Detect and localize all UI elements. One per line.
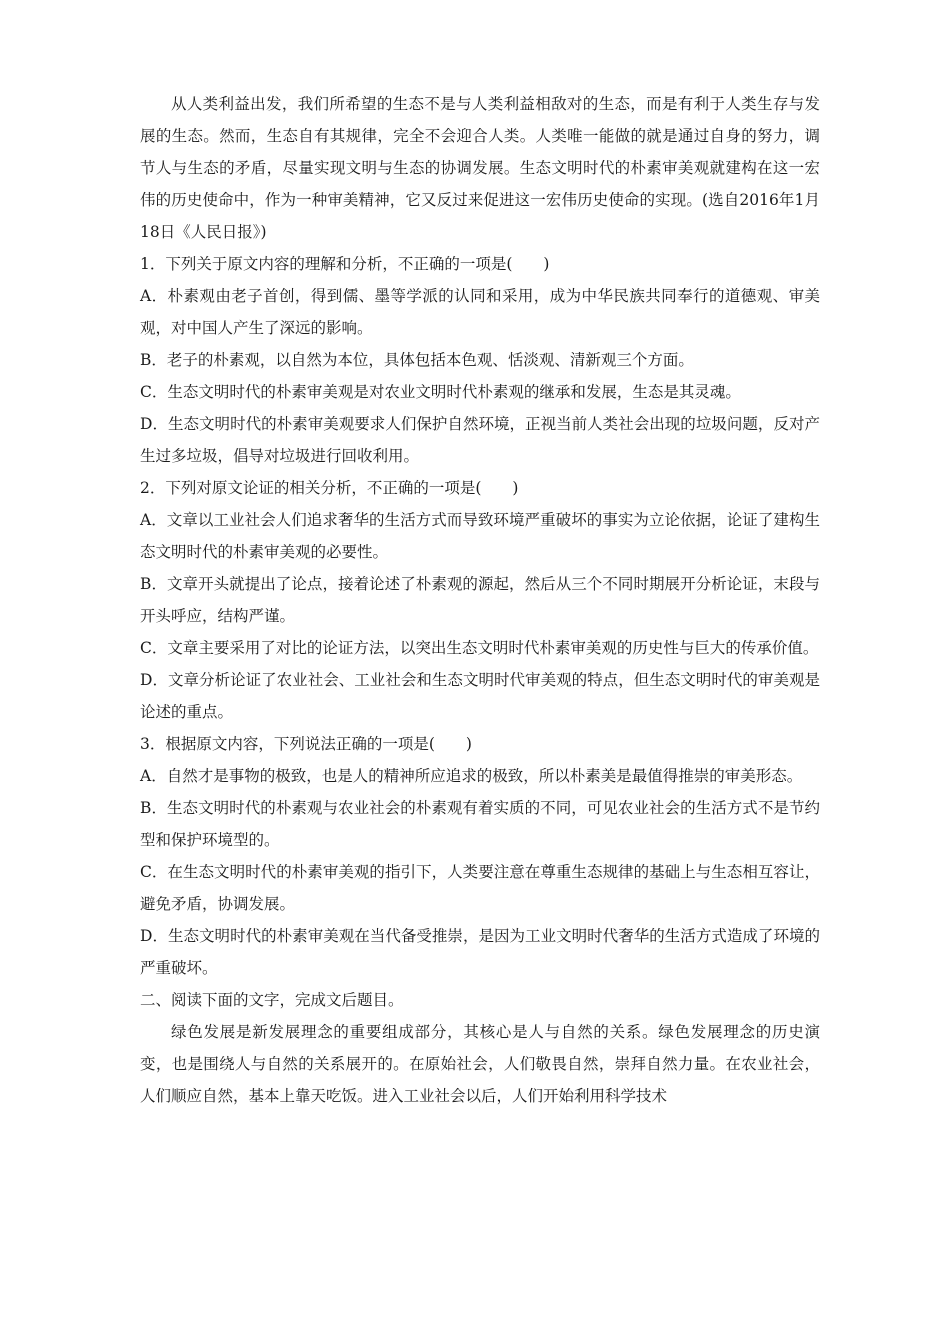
option-b: B．老子的朴素观，以自然为本位，具体包括本色观、恬淡观、清新观三个方面。: [140, 351, 694, 369]
option-d: D．文章分析论证了农业社会、工业社会和生态文明时代审美观的特点，但生态文明时代的审美观是论述的重点。: [140, 671, 820, 721]
document-page: [140, 88, 820, 1112]
option-c: C．在生态文明时代的朴素审美观的指引下，人类要注意在尊重生态规律的基础上与生态相互容让，避免矛盾，协调发展。: [140, 863, 820, 913]
question-stem: 2．下列对原文论证的相关分析，不正确的一项是( ): [140, 479, 519, 497]
question-stem: 3．根据原文内容，下列说法正确的一项是( ): [140, 735, 472, 753]
passage-paragraph: 从人类利益出发，我们所希望的生态不是与人类利益相敌对的生态，而是有利于人类生存与发展的生态。然而，生态自有其规律，完全不会迎合人类。人类唯一能做的就是通过自身的努力，调节人与生态的矛盾，尽量实现文明与生态的协调发展。生态文明时代的朴素审美观就建构在这一宏伟的历史使命中，作为一种审美精神，它又反过来促进这一宏伟历史使命的实现。(选自2016年1月18日《人民日报》): [140, 95, 820, 241]
question-1: [140, 248, 820, 472]
option-a: A．文章以工业社会人们追求奢华的生活方式而导致环境严重破坏的事实为立论依据，论证了建构生态文明时代的朴素审美观的必要性。: [140, 511, 820, 561]
option-b: B．文章开头就提出了论点，接着论述了朴素观的源起，然后从三个不同时期展开分析论证，末段与开头呼应，结构严谨。: [140, 575, 820, 625]
section-paragraph: 绿色发展是新发展理念的重要组成部分，其核心是人与自然的关系。绿色发展理念的历史演变，也是围绕人与自然的关系展开的。在原始社会，人们敬畏自然，崇拜自然力量。在农业社会，人们顺应自然，基本上靠天吃饭。进入工业社会以后，人们开始利用科学技术: [140, 1023, 820, 1105]
section-heading: 二、阅读下面的文字，完成文后题目。: [140, 991, 404, 1009]
option-a: A．朴素观由老子首创，得到儒、墨等学派的认同和采用，成为中华民族共同奉行的道德观、审美观，对中国人产生了深远的影响。: [140, 287, 820, 337]
question-2: [140, 472, 820, 728]
question-stem: 1．下列关于原文内容的理解和分析，不正确的一项是( ): [140, 255, 550, 273]
option-a: A．自然才是事物的极致，也是人的精神所应追求的极致，所以朴素美是最值得推崇的审美形态。: [140, 767, 803, 785]
question-3: [140, 728, 820, 984]
option-b: B．生态文明时代的朴素观与农业社会的朴素观有着实质的不同，可见农业社会的生活方式不是节约型和保护环境型的。: [140, 799, 820, 849]
option-d: D．生态文明时代的朴素审美观要求人们保护自然环境，正视当前人类社会出现的垃圾问题，反对产生过多垃圾，倡导对垃圾进行回收利用。: [140, 415, 820, 465]
option-d: D．生态文明时代的朴素审美观在当代备受推崇，是因为工业文明时代奢华的生活方式造成了环境的严重破坏。: [140, 927, 820, 977]
option-c: C．文章主要采用了对比的论证方法，以突出生态文明时代朴素审美观的历史性与巨大的传承价值。: [140, 639, 819, 657]
option-c: C．生态文明时代的朴素审美观是对农业文明时代朴素观的继承和发展，生态是其灵魂。: [140, 383, 741, 401]
